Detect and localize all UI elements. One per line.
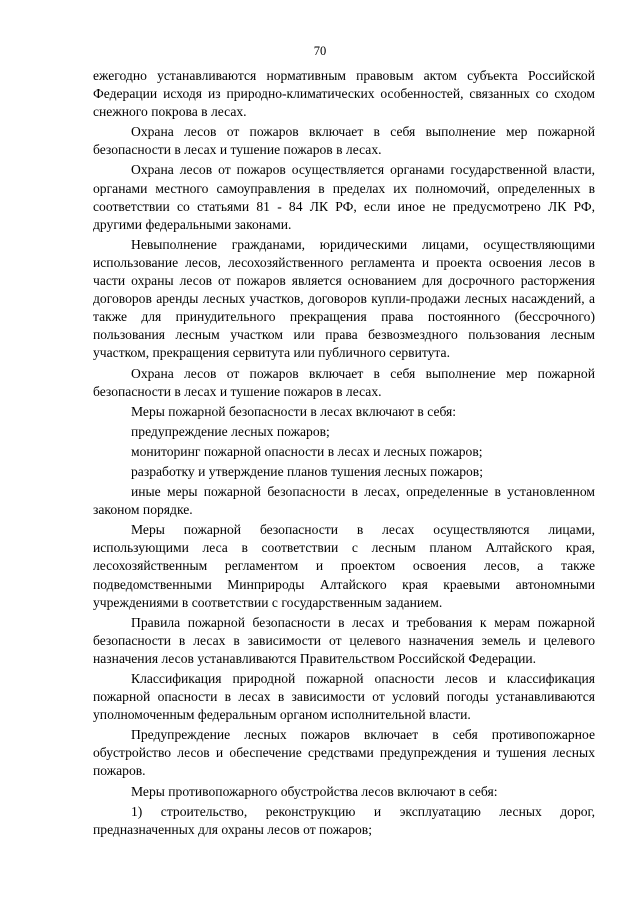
list-item: 1) строительство, реконструкцию и эксплуатацию лесных дорог, предназначенных для охраны лесов от пожаров; xyxy=(93,803,595,837)
list-item: мониторинг пожарной опасности в лесах и лесных пожаров; xyxy=(131,443,483,459)
list-item: разработку и утверждение планов тушения лесных пожаров; xyxy=(131,463,483,479)
paragraph: Меры пожарной безопасности в лесах осуществляются лицами, использующими леса в соответствии с лесным планом Алтайского края, лесохозяйственным регламентом и проектом освоения лесов, а также подведомственными Минприроды Алтайского края краевыми автономными учреждениями в соответствии с государственным заданием. xyxy=(93,522,595,610)
paragraph: Охрана лесов от пожаров включает в себя выполнение мер пожарной безопасности в лесах и тушение пожаров в лесах. xyxy=(93,365,595,399)
paragraph: Классификация природной пожарной опасности лесов и классификация пожарной опасности в лесах в зависимости от условий погоды устанавливаются уполномоченным федеральным органом исполнительной власти. xyxy=(93,671,595,723)
paragraph: Меры противопожарного обустройства лесов включают в себя: xyxy=(131,783,498,799)
paragraph: Невыполнение гражданами, юридическими лицами, осуществляющими использование лесов, лесохозяйственного регламента и проекта освоения лесов в части охраны лесов от пожаров является основанием для досрочного расторжения договоров аренды лесных участков, договоров купли-продажи лесных насаждений, а также для принудительного прекращения права постоянного (бессрочного) пользования лесным участком или права безвозмездного пользования лесным участком, прекращения сервитута или публичного сервитута. xyxy=(93,236,595,361)
paragraph: Охрана лесов от пожаров осуществляется органами государственной власти, органами местного самоуправления в пределах их полномочий, определенных в соответствии со статьями 81 - 84 ЛК РФ, если иное не предусмотрено ЛК РФ, другими федеральными законами. xyxy=(93,162,595,232)
paragraph: Охрана лесов от пожаров включает в себя выполнение мер пожарной безопасности в лесах и тушение пожаров в лесах. xyxy=(93,124,595,158)
paragraph: Меры пожарной безопасности в лесах включают в себя: xyxy=(131,403,457,419)
list-item: предупреждение лесных пожаров; xyxy=(131,423,330,439)
paragraph: Предупреждение лесных пожаров включает в себя противопожарное обустройство лесов и обеспечение средствами предупреждения и тушения лесных пожаров. xyxy=(93,727,595,779)
body-text xyxy=(93,67,595,841)
page-number: 70 xyxy=(313,44,327,58)
paragraph: Правила пожарной безопасности в лесах и требования к мерам пожарной безопасности в лесах в зависимости от целевого назначения земель и целевого назначения лесов устанавливаются Правительством Российской Федерации. xyxy=(93,614,595,666)
paragraph: ежегодно устанавливаются нормативным правовым актом субъекта Российской Федерации исходя из природно-климатических особенностей, связанных со сходом снежного покрова в лесах. xyxy=(93,68,595,120)
list-item: иные меры пожарной безопасности в лесах, определенные в установленном законом порядке. xyxy=(93,484,595,518)
